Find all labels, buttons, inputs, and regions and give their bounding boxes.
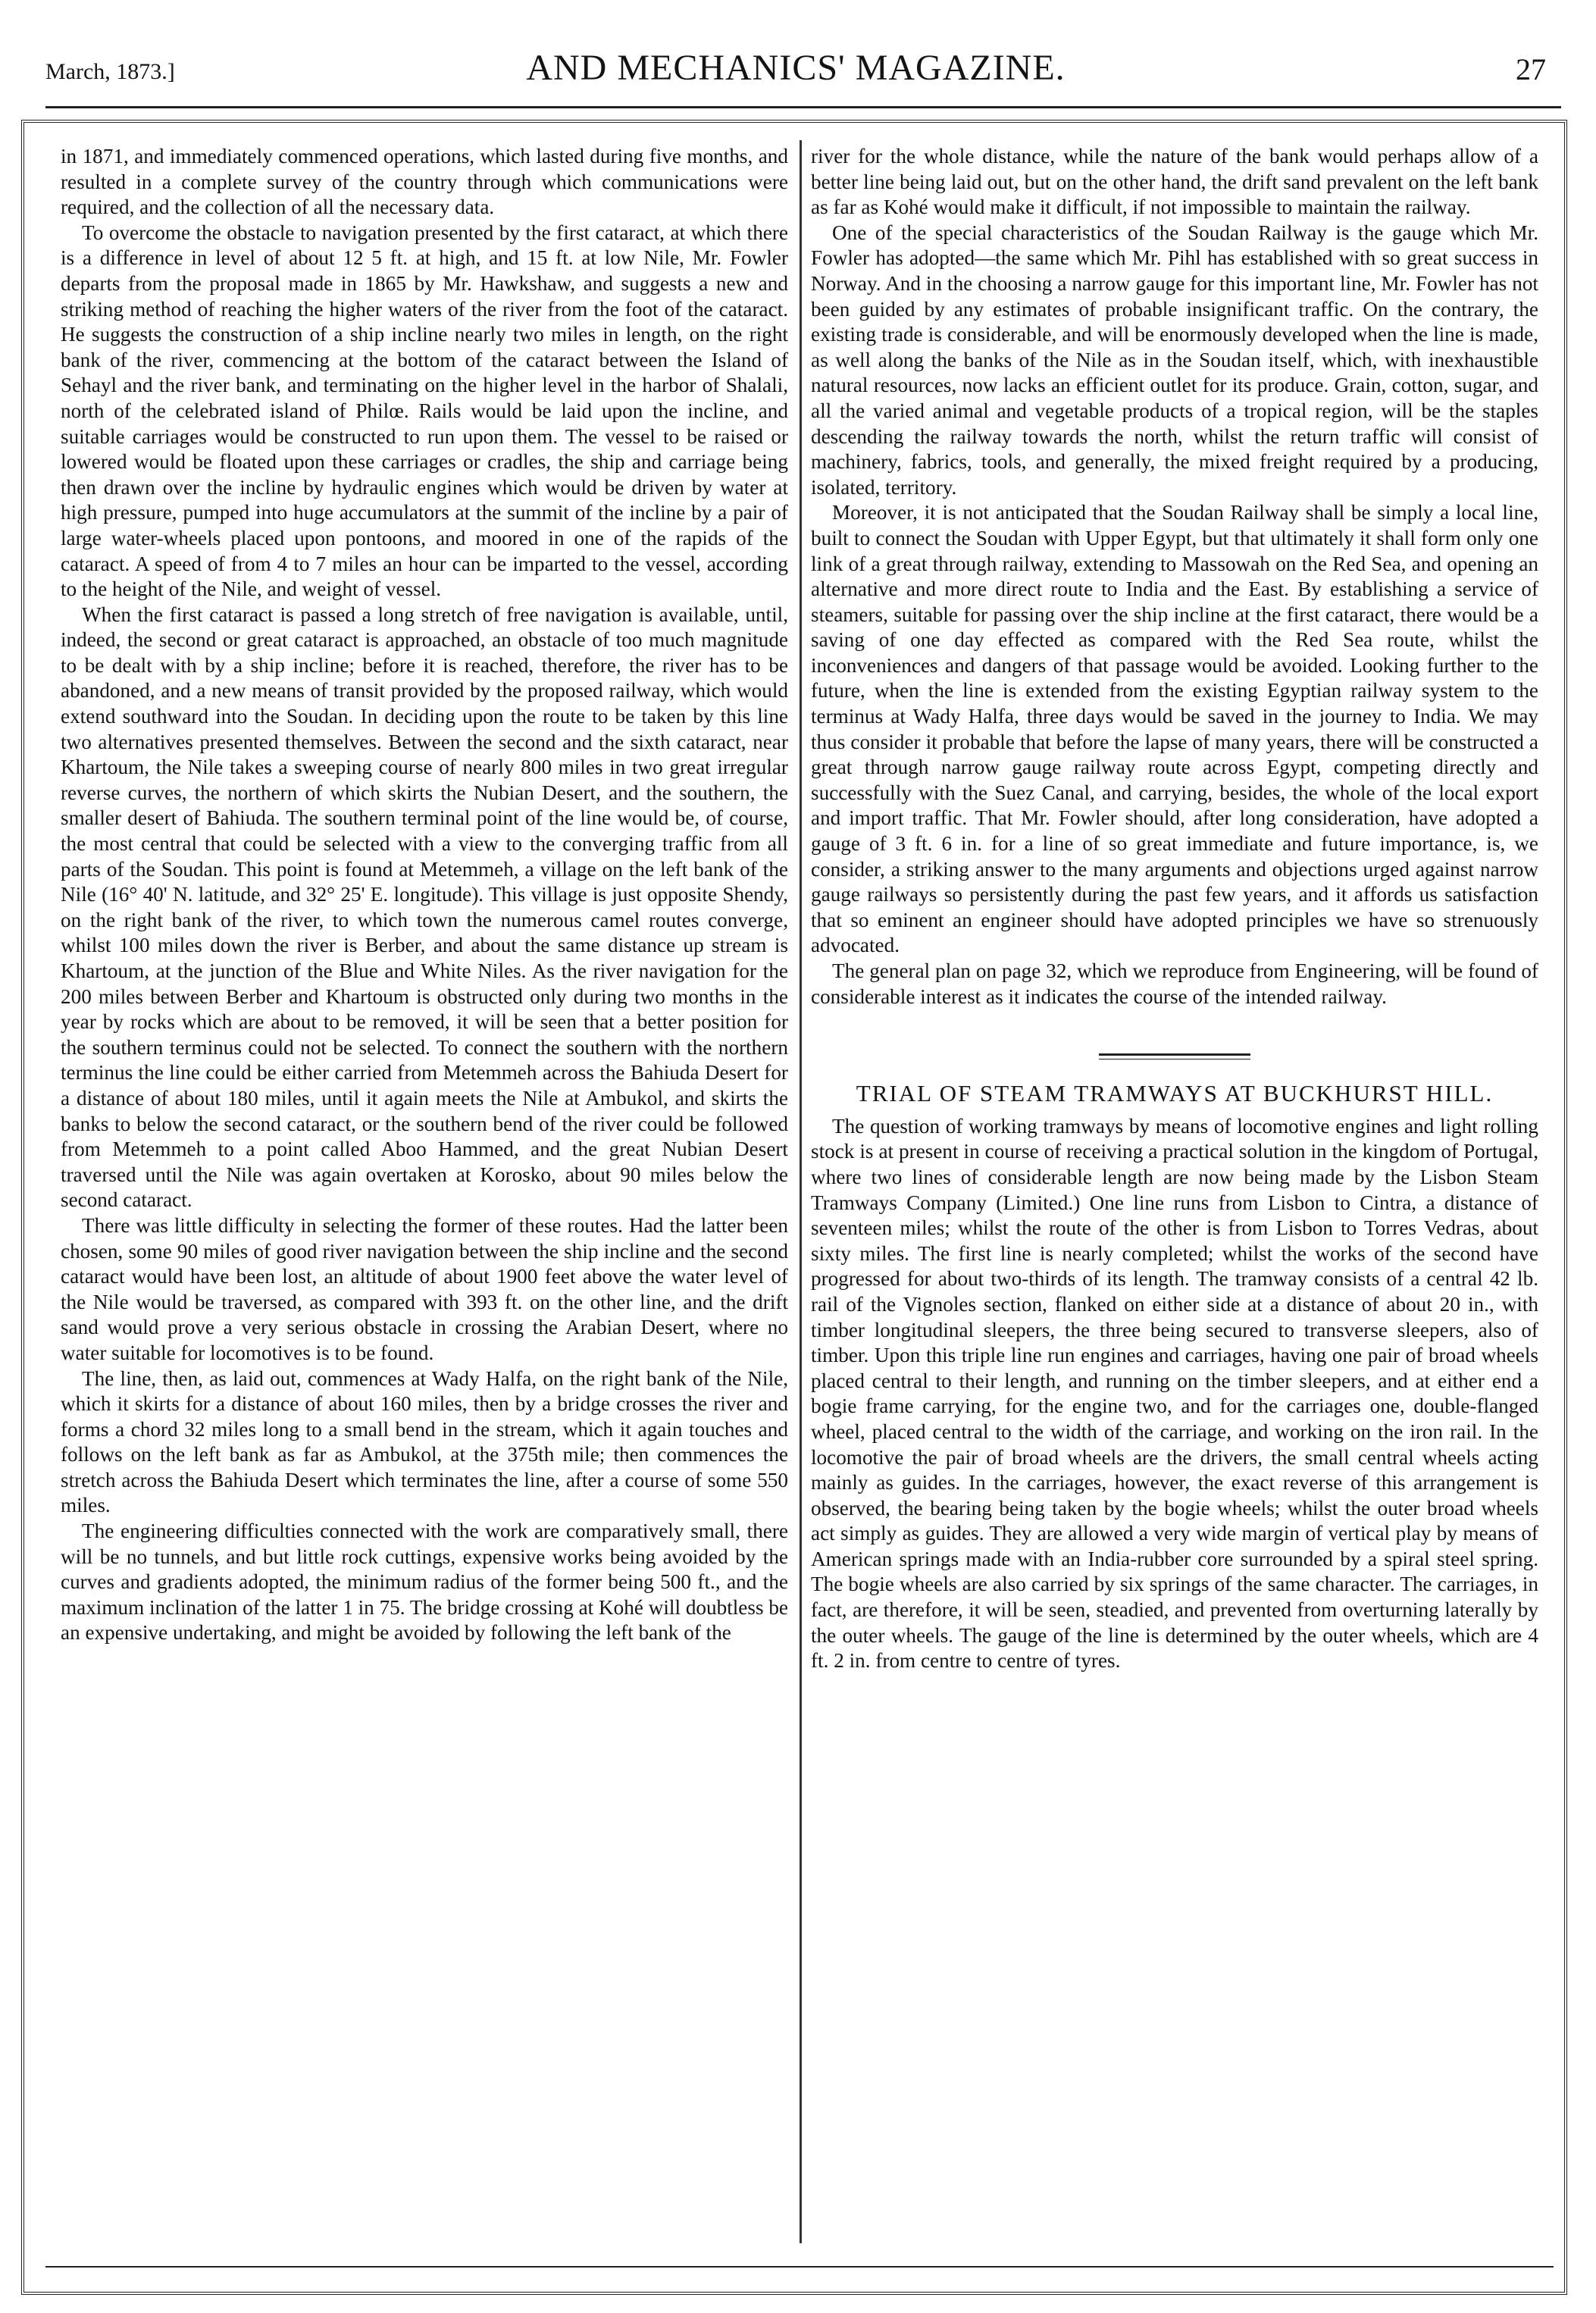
header-rule bbox=[45, 106, 1561, 108]
paragraph: The line, then, as laid out, commences at Wady Halfa, on the right bank of the Nile, which it skirts for a distance of about 160 miles, then by a bridge crosses the river and forms a chord 32 miles long to a small bend in the stream, which it again touches and follows on the left bank as far as Ambukol, at the 375th mile; then commences the stretch across the Bahiuda Desert which terminates the line, after a course of some 550 miles. bbox=[61, 1366, 788, 1517]
footer-rule bbox=[45, 2266, 1554, 2268]
header-date: March, 1873.] bbox=[45, 59, 175, 84]
running-header bbox=[45, 47, 1546, 92]
paragraph: One of the special characteristics of the Soudan Railway is the gauge which Mr. Fowler has adopted—the same which Mr. Pihl has established with so great success in Norway. And in the choosing a narrow gauge for this important line, Mr. Fowler has not been guided by any estimates of probable insignificant traffic. On the contrary, the existing trade is considerable, and will be enormously developed when the line is made, as well along the banks of the Nile as in the Soudan itself, which, with inexhaustible natural resources, now lacks an efficient outlet for its produce. Grain, cotton, sugar, and all the varied animal and vegetable products of a tropical region, will be the staples descending the railway towards the north, whilst the return traffic will consist of machinery, fabrics, tools, and generally, the mixed freight required by a producing, isolated, territory. bbox=[811, 221, 1538, 499]
paragraph: To overcome the obstacle to navigation presented by the first cataract, at which there is a difference in level of about 12 5 ft. at high, and 15 ft. at low Nile, Mr. Fowler departs from the proposal made in 1865 by Mr. Hawkshaw, and suggests a new and striking method of reaching the higher waters of the river from the foot of the cataract. He suggests the construction of a ship incline nearly two miles in length, on the right bank of the river, commencing at the bottom of the cataract between the Island of Sehayl and the river bank, and terminating on the higher level in the harbor of Shalali, north of the celebrated island of Philœ. Rails would be laid upon the incline, and suitable carriages would be constructed to run upon them. The vessel to be raised or lowered would be floated upon these carriages or cradles, the ship and carriage being then drawn over the incline by hydraulic engines which would be driven by water at high pressure, pumped into huge accumulators at the summit of the incline by a pair of large water-wheels placed upon pontoons, and moored in one of the rapids of the cataract. A speed of from 4 to 7 miles an hour can be imparted to the vessel, according to the height of the Nile, and weight of vessel. bbox=[61, 221, 788, 601]
paragraph: There was little difficulty in selecting the former of these routes. Had the latter been chosen, some 90 miles of good river navigation between the ship incline and the second cataract would have been lost, an altitude of about 1900 feet above the water level of the Nile would be traversed, as compared with 393 ft. on the other line, and the drift sand would prove a very serious obstacle in crossing the Arabian Desert, where no water suitable for locomotives is to be found. bbox=[61, 1213, 788, 1364]
paragraph: Moreover, it is not anticipated that the Soudan Railway shall be simply a local line, built to connect the Soudan with Upper Egypt, but that ultimately it shall form only one link of a great through railway, extending to Massowah on the Red Sea, and opening an alternative and more direct route to India and the East. By establishing a service of steamers, suitable for passing over the ship incline at the first cataract, there would be a saving of one day effected as compared with the Red Sea route, whilst the inconveniences and dangers of that passage would be avoided. Looking further to the future, when the line is extended from the existing Egyptian railway system to the terminus at Wady Halfa, three days would be saved in the journey to India. We may thus consider it probable that before the lapse of many years, there will be constructed a great through narrow gauge railway route across Egypt, competing directly and successfully with the Suez Canal, and carrying, besides, the whole of the local export and import traffic. That Mr. Fowler should, after long consideration, have adopted a gauge of 3 ft. 6 in. for a line of so great immediate and future importance, is, we consider, a striking answer to the many arguments and objections urged against narrow gauge railways so persistently during the past few years, and it affords us satisfaction that so eminent an engineer should have adopted principles we have so strenuously advocated. bbox=[811, 501, 1538, 957]
paragraph: in 1871, and immediately commenced operations, which lasted during five months, and resulted in a complete survey of the country through which communications were required, and the collection of all the necessary data. bbox=[61, 145, 788, 219]
paragraph: The question of working tramways by means of locomotive engines and light rolling stock is at present in course of receiving a practical solution in the kingdom of Portugal, where two lines of considerable length are now being made by the Lisbon Steam Tramways Company (Limited.) One line runs from Lisbon to Cintra, a distance of seventeen miles; whilst the route of the other is from Lisbon to Torres Vedras, about sixty miles. The first line is nearly completed; whilst the works of the second have progressed for about two-thirds of its length. The tramway consists of a central 42 lb. rail of the Vignoles section, flanked on either side at a distance of about 20 in., with timber longitudinal sleepers, the three being secured to transverse sleepers, also of timber. Upon this triple line run engines and carriages, having one pair of broad wheels placed central to their length, and running on the timber sleepers, and at either end a bogie frame carrying, for the engine two, and for the carriages one, double-flanged wheel, placed central to the width of the carriage, and working on the iron rail. In the locomotive the pair of broad wheels are the drivers, the small central wheels acting mainly as guides. In the carriages, however, the exact reverse of this arrangement is observed, the bearing being taken by the bogie wheels; whilst the outer broad wheels act simply as guides. They are allowed a very wide margin of vertical play by means of American springs made with an India-rubber core surrounded by a spiral steel spring. The bogie wheels are also carried by six springs of the same character. The carriages, in fact, are therefore, it will be seen, steadied, and prevented from overturning laterally by the outer wheels. The gauge of the line is determined by the outer wheels, which are 4 ft. 2 in. from centre to centre of tyres. bbox=[811, 1114, 1538, 1673]
paragraph: The general plan on page 32, which we reproduce from Engineering, will be found of considerable interest as it indicates the course of the intended railway. bbox=[811, 959, 1538, 1008]
paragraph: When the first cataract is passed a long stretch of free navigation is available, until, indeed, the second or great cataract is approached, an obstacle of too much magnitude to be dealt with by a ship incline; before it is reached, therefore, the river has to be abandoned, and a new means of transit provided by the proposed railway, which would extend southward into the Soudan. In deciding upon the route to be taken by this line two alternatives presented themselves. Between the second and the sixth cataract, near Khartoum, the Nile takes a sweeping course of nearly 800 miles in two great irregular reverse curves, the northern of which skirts the Nubian Desert, and the southern, the smaller desert of Bahiuda. The southern terminal point of the line would be, of course, the most central that could be selected with a view to the converging traffic from all parts of the Soudan. This point is found at Metemmeh, a village on the left bank of the Nile (16° 40' N. latitude, and 32° 25' E. longitude). This village is just opposite Shendy, on the right bank of the river, to which town the numerous camel routes converge, whilst 100 miles down the river is Berber, and about the same distance up stream is Khartoum, at the junction of the Blue and White Niles. As the river navigation for the 200 miles between Berber and Khartoum is obstructed only during two months in the year by rocks which are about to be removed, it will be seen that a better position for the southern terminus could not be selected. To connect the southern with the northern terminus the line could be either carried from Metemmeh across the Bahiuda Desert for a distance of about 180 miles, until it again meets the Nile at Ambukol, and skirts the banks to below the second cataract, or the southern bend of the river could be followed from Metemmeh to a point called Aboo Hammed, and the great Nubian Desert traversed until the Nile was again overtaken at Korosko, about 90 miles below the second cataract. bbox=[61, 603, 788, 1212]
page-number: 27 bbox=[1516, 52, 1546, 86]
column-divider bbox=[800, 140, 802, 2243]
header-title: AND MECHANICS' MAGAZINE. bbox=[526, 48, 1066, 88]
paragraph: river for the whole distance, while the nature of the bank would perhaps allow of a better line being laid out, but on the other hand, the drift sand prevalent on the left bank as far as Kohé would make it difficult, if not impossible to maintain the railway. bbox=[811, 145, 1538, 219]
right-column bbox=[811, 144, 1538, 1674]
section-divider-ornament bbox=[1099, 1053, 1250, 1059]
left-column bbox=[61, 144, 788, 1646]
section-title: TRIAL OF STEAM TRAMWAYS AT BUCKHURST HILL. bbox=[856, 1080, 1494, 1107]
paragraph: The engineering difficulties connected with the work are comparatively small, there will be no tunnels, and but little rock cuttings, expensive works being avoided by the curves and gradients adopted, the minimum radius of the former being 500 ft., and the maximum inclination of the latter 1 in 75. The bridge crossing at Kohé will doubtless be an expensive undertaking, and might be avoided by following the left bank of the bbox=[61, 1520, 788, 1645]
